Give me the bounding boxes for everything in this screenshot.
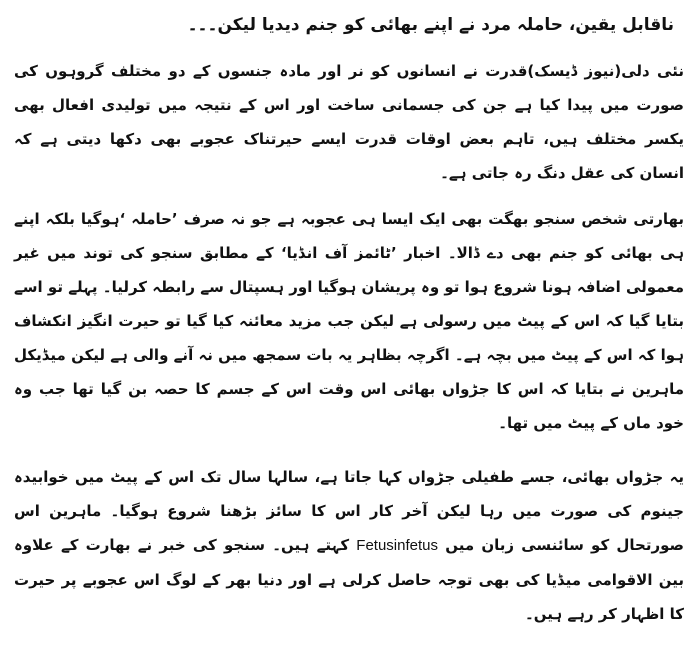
article-paragraph-intro: نئی دلی(نیوز ڈیسک)قدرت نے انسانوں کو نر اور مادہ جنسوں کے دو مختلف گروہوں کی صورت میں پیدا کیا ہے جن کی جسمانی ساخت اور اس کے نتیجہ میں تولیدی افعال بھی یکسر مختلف ہیں، تاہم بعض اوقات قدرت ایسے حیرتناک عجوبے بھی دکھا دیتی ہے کہ انسان کی عقل دنگ رہ جاتی ہے۔ [14,62,684,182]
news-article [14,10,684,647]
conclusion-text-after: کہتے ہیں۔ سنجو کی خبر نے بھارت کے علاوہ بین الاقوامی میڈیا کی بھی توجہ حاصل کرلی ہے اور دنیا بھر کے لوگ اس عجوبے پر حیرت کا اظہار کر رہے ہیں۔ [14,536,684,623]
article-paragraph-story: بھارتی شخص سنجو بھگت بھی ایک ایسا ہی عجوبہ ہے جو نہ صرف ’حاملہ ‘ہوگیا بلکہ اپنے ہی بھائی کو جنم بھی دے ڈالا۔ اخبار ’ٹائمز آف انڈیا‘ کے مطابق سنجو کی توند میں غیر معمولی اضافہ ہونا شروع ہوا تو وہ پریشان ہوگیا اور ہسپتال سے رابطہ کرلیا۔ پہلے تو اسے بتایا گیا کہ اس کے پیٹ میں رسولی ہے لیکن جب مزید معائنہ کیا گیا تو حیرت انگیز انکشاف ہوا کہ اس کے پیٹ میں بچہ ہے۔ اگرچہ بظاہر یہ بات سمجھ میں نہ آنے والی ہے لیکن میڈیکل ماہرین نے بتایا کہ اس کا جڑواں بھائی اس وقت اس کے جسم کا حصہ بن گیا تھا جب وہ خود ماں کے پیٹ میں تھا۔ [14,210,684,432]
conclusion-text-before: یہ جڑواں بھائی، جسے طفیلی جڑواں کہا جاتا ہے، سالہا سال تک اس کے پیٹ میں خوابیدہ جینوم کی صورت میں رہا لیکن آخر کار اس کا سائز بڑھنا شروع ہوگیا۔ ماہرین اس صورتحال کو سائنسی زبان میں [14,468,684,554]
article-paragraph-conclusion [14,460,684,631]
medical-term: Fetusinfetus [356,537,439,554]
article-headline: ناقابل یقین، حاملہ مرد نے اپنے بھائی کو جنم دیدیا لیکن۔۔۔ [187,15,674,35]
